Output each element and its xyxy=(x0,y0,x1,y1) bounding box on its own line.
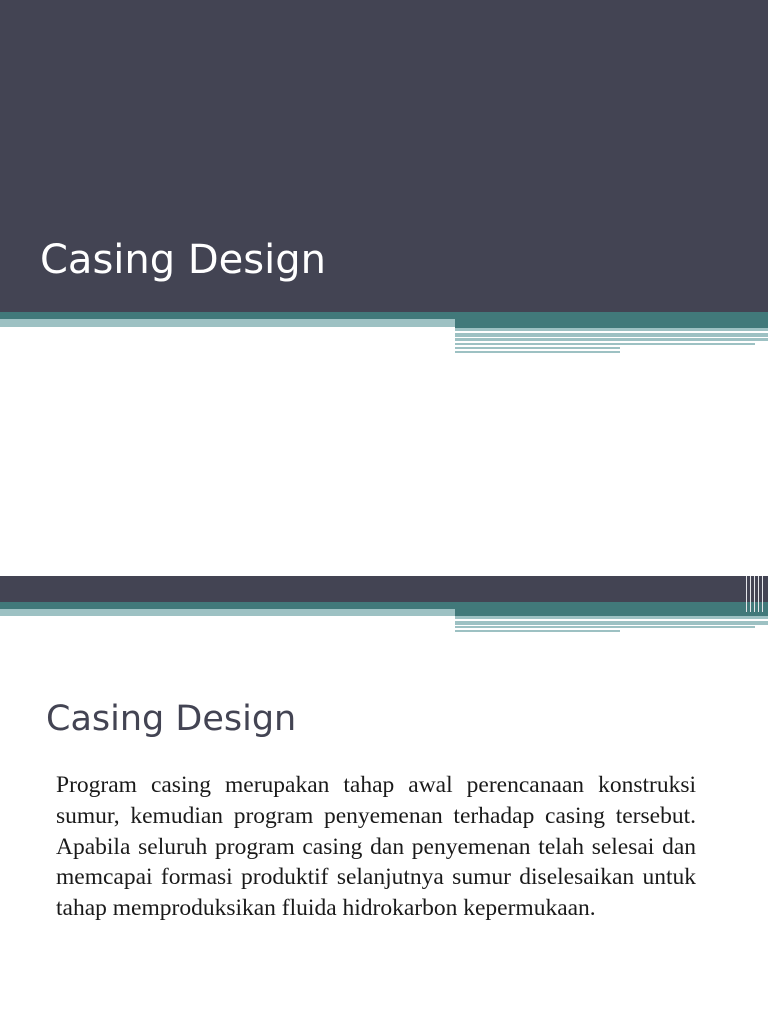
slide-title: Casing Design xyxy=(40,237,326,283)
content-slide xyxy=(0,576,768,1024)
slide-title: Casing Design xyxy=(46,699,297,739)
body-paragraph: Program casing merupakan tahap awal perencanaan konstruksi sumur, kemudian program penyemenan terhadap casing tersebut. Apabila seluruh program casing dan penyemenan telah selesai dan memcapai formasi produktif selanjutnya sumur diselesaikan untuk tahap memproduksikan fluida hidrokarbon kepermukaan. xyxy=(56,772,696,922)
header-band xyxy=(0,576,768,602)
